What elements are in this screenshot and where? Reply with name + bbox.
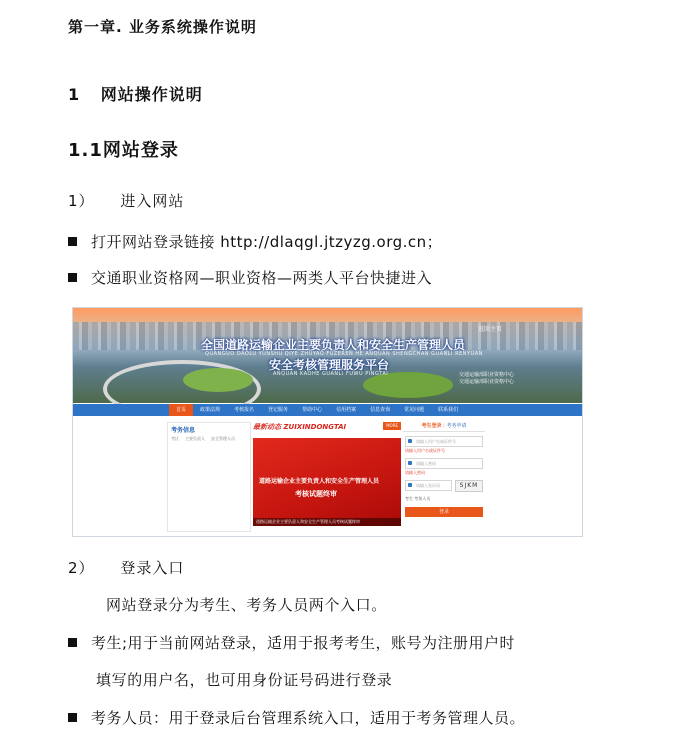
banner-right-line1: 交通运输部职业资格中心 xyxy=(459,372,515,378)
section-number: 1 xyxy=(68,85,81,104)
login-tabs: 考生登录 | 考务申请 xyxy=(403,422,485,432)
site-nav xyxy=(73,404,582,416)
news-title: 最新动态 ZUIXINDONGTAI xyxy=(253,423,347,431)
news-feature-image[interactable] xyxy=(253,438,401,526)
nav-service[interactable]: 登记服务 xyxy=(268,407,289,413)
banner-right-text xyxy=(459,372,514,386)
captcha-input[interactable]: 请输入验证码 xyxy=(405,480,452,491)
nav-contact[interactable]: 联系我们 xyxy=(438,407,459,413)
exam-info-panel xyxy=(167,422,251,532)
bullet-candidate xyxy=(68,632,515,653)
chapter-title: 第一章. 业务系统操作说明 xyxy=(68,18,257,36)
exam-info-title: 考务信息 xyxy=(171,427,196,434)
banner-right-line2: 交通运输部职业资格中心 xyxy=(459,379,515,385)
login-panel xyxy=(403,422,485,530)
step-1-title: 进入网站 xyxy=(120,192,185,210)
nav-help[interactable]: 帮助中心 xyxy=(302,407,323,413)
news-caption[interactable]: 道路运输企业主要负责人和安全生产管理人员考核试题终审 xyxy=(253,518,401,526)
green-field xyxy=(183,368,253,392)
col-region: 考区 xyxy=(171,436,179,441)
nav-registration[interactable]: 考核报名 xyxy=(234,407,255,413)
bullet-square-icon xyxy=(68,713,77,722)
section-heading xyxy=(68,82,203,105)
tab-staff-apply[interactable]: 考务申请 xyxy=(446,423,467,429)
login-role-radio[interactable]: 考生 考务人员 xyxy=(405,496,431,501)
bullet-candidate-continuation: 填写的用户名，也可用身份证号码进行登录 xyxy=(96,671,393,689)
captcha-image[interactable]: SJKM xyxy=(455,480,483,492)
bullet-text: 交通职业资格网—职业资格—两类人平台快捷进入 xyxy=(91,269,433,287)
news-more-button[interactable]: MORE xyxy=(383,422,401,430)
news-header xyxy=(253,422,401,432)
step-2-title: 登录入口 xyxy=(120,559,185,577)
website-screenshot xyxy=(72,307,583,537)
captcha-row xyxy=(405,480,483,492)
home-link[interactable]: 返回主页 xyxy=(477,326,502,333)
nav-home[interactable]: 首页 xyxy=(169,404,193,416)
bullet-text: 打开网站登录链接 http://dlaqgl.jtzyzg.org.cn； xyxy=(91,233,443,251)
col-safety: 安全管理人员 xyxy=(211,436,235,441)
site-banner xyxy=(73,308,582,403)
news-panel xyxy=(253,422,401,530)
news-feature-line2: 考核试题终审 xyxy=(295,490,337,498)
password-error: 请输入密码 xyxy=(405,470,425,475)
nav-faq[interactable]: 常见问题 xyxy=(404,407,425,413)
bullet-open-link xyxy=(68,231,442,252)
exam-info-header-row xyxy=(168,436,250,442)
bullet-staff xyxy=(68,707,525,728)
nav-policy[interactable]: 政策法规 xyxy=(200,407,221,413)
step-1-number: 1） xyxy=(68,192,95,210)
bullet-square-icon xyxy=(68,237,77,246)
bullet-text: 考生;用于当前网站登录，适用于报考考生，账号为注册用户时 xyxy=(91,634,516,652)
login-button[interactable]: 登录 xyxy=(405,507,483,517)
step-2 xyxy=(68,557,184,578)
username-error: 请输入用户名或证件号 xyxy=(405,448,445,453)
nav-query[interactable]: 信息查询 xyxy=(370,407,391,413)
login-intro-paragraph: 网站登录分为考生、考务人员两个入口。 xyxy=(106,596,387,614)
news-feature-line1: 道路运输企业主要负责人和安全生产管理人员 xyxy=(259,478,380,485)
bullet-square-icon xyxy=(68,273,77,282)
bullet-quick-entry xyxy=(68,267,432,288)
banner-title-line2: 安全考核管理服务平台 xyxy=(269,358,390,372)
username-input[interactable]: 请输入用户名或证件号 xyxy=(405,436,483,447)
password-input[interactable]: 请输入密码 xyxy=(405,458,483,469)
banner-subtitle-line2: ANQUAN KAOHE GUANLI FUWU PINGTAI xyxy=(273,371,389,377)
nav-credit[interactable]: 信用档案 xyxy=(336,407,357,413)
banner-title-line1: 全国道路运输企业主要负责人和安全生产管理人员 xyxy=(201,338,466,352)
bullet-square-icon xyxy=(68,638,77,647)
col-principal: 主要负责人 xyxy=(185,436,205,441)
tab-candidate-login[interactable]: 考生登录 xyxy=(421,423,442,429)
banner-subtitle-line1: QUANGUO DAOLU YUNSHU QIYE ZHUYAO FUZEREN HE ANQUAN SHENGCHAN GUANLI RENYUAN xyxy=(205,351,483,357)
step-1 xyxy=(68,190,184,211)
site-content xyxy=(73,416,582,536)
section-title: 网站操作说明 xyxy=(100,85,203,104)
subsection-title: 1.1网站登录 xyxy=(68,140,179,161)
bullet-text: 考务人员：用于登录后台管理系统入口，适用于考务管理人员。 xyxy=(91,709,526,727)
step-2-number: 2） xyxy=(68,559,95,577)
